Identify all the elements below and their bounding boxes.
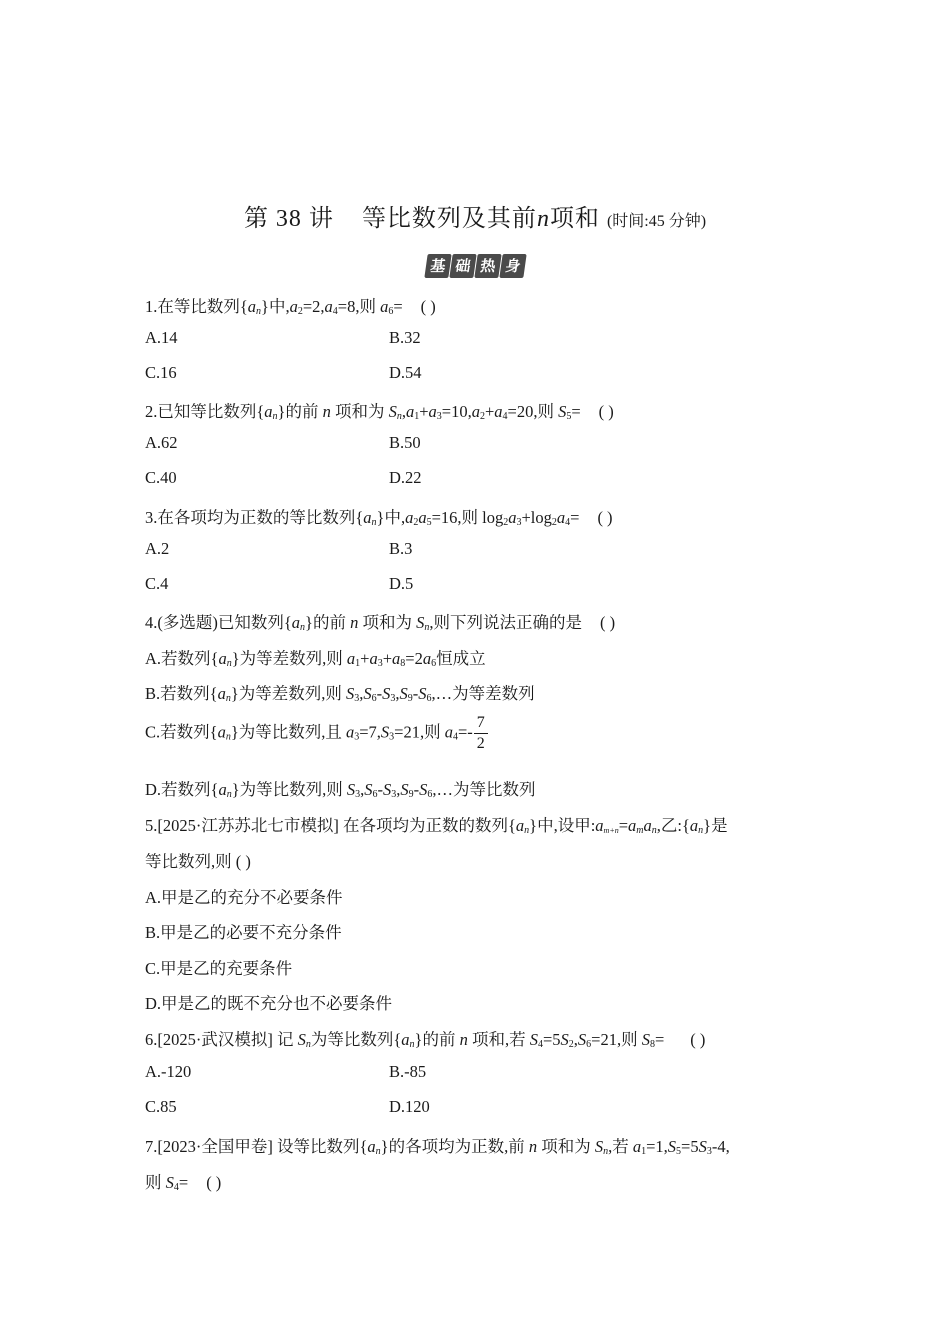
option-text: , <box>396 780 401 799</box>
q-text: }的前 <box>305 613 351 632</box>
q-text: }中, <box>261 297 290 316</box>
badge-char: 热 <box>474 254 501 278</box>
var: S <box>297 1030 306 1049</box>
sub: 3 <box>391 789 397 800</box>
sub: 6 <box>388 306 394 317</box>
q-text: =10, <box>441 402 472 421</box>
sub: 2 <box>413 517 419 528</box>
sub: 9 <box>408 789 414 800</box>
answer-blank: ( ) <box>420 297 436 316</box>
answer-blank: ( ) <box>599 613 616 632</box>
sub: 2 <box>297 306 303 317</box>
var: S <box>388 402 397 421</box>
var: a <box>494 402 503 421</box>
q2-options-row2 <box>145 468 422 488</box>
option-text: - <box>376 684 383 703</box>
question-5-line2 <box>145 848 251 872</box>
sub: 3 <box>516 517 522 528</box>
var: a <box>405 402 415 421</box>
q6-options-row1 <box>145 1062 427 1082</box>
var: S <box>345 684 355 703</box>
var: a <box>418 508 427 527</box>
var: a <box>628 816 637 835</box>
var: S <box>400 780 409 799</box>
q-text: 记 <box>272 1030 298 1049</box>
sub: n <box>698 825 704 836</box>
var: a <box>380 297 389 316</box>
time-note: (时间:45 分钟) <box>606 213 707 230</box>
option-c: C.40 <box>145 468 177 487</box>
sub: n <box>424 622 430 633</box>
q-text: }中,设甲: <box>529 816 596 835</box>
option-text: =21,则 <box>394 722 445 742</box>
sub: n <box>225 693 231 704</box>
sub: n <box>371 517 377 528</box>
question-number: 3. <box>145 508 158 527</box>
option-a: A.62 <box>145 433 178 452</box>
var: a <box>218 649 227 668</box>
q4-option-c <box>145 715 488 752</box>
option-text: - <box>413 780 420 799</box>
q-text: , <box>573 1030 578 1049</box>
var: S <box>382 684 391 703</box>
var: a <box>345 722 355 742</box>
answer-blank: ( ) <box>690 1030 706 1049</box>
sub: 2 <box>568 1039 574 1050</box>
option-a: A.-120 <box>145 1062 192 1081</box>
sub: 5 <box>566 411 572 422</box>
q-text: (多选题)已知数列{ <box>157 613 292 632</box>
var: a <box>428 402 437 421</box>
option-b: B.-85 <box>389 1062 427 1081</box>
question-2: 2.已知等比数列$\{a_n\}$的前 n 项和为 $S_n,a_1+a_3=10,a_2+a_4=20$,则 $S_5=$ ( ) <box>145 402 614 422</box>
var: a <box>264 402 273 421</box>
var: a <box>556 508 566 527</box>
sub: 2 <box>551 517 557 528</box>
var: S <box>558 402 567 421</box>
sub: 4 <box>502 411 508 422</box>
sub: 3 <box>389 731 395 743</box>
q-text: =5 <box>681 1137 699 1156</box>
option-d: D.54 <box>389 363 422 382</box>
option-text: }为等比数列,则 <box>231 780 347 799</box>
option-d: D.120 <box>389 1097 430 1116</box>
q-text: =2, <box>302 297 325 316</box>
q-text: = <box>178 1173 189 1192</box>
badge-char: 身 <box>499 254 526 278</box>
q-text: =20,则 <box>507 402 559 421</box>
q6-options-row2 <box>145 1097 430 1117</box>
q-text: ,则下列说法正确的是 <box>429 613 582 632</box>
q5-option-b <box>145 919 342 943</box>
var: S <box>364 780 373 799</box>
q5-option-c <box>145 955 292 979</box>
q-text: +log <box>521 508 552 527</box>
var: S <box>346 780 356 799</box>
option-d: D.5 <box>389 574 414 593</box>
q4-option-a <box>145 645 486 669</box>
option-text: + <box>382 649 393 668</box>
var: a <box>247 297 257 316</box>
q-text: 在各项均为正数的数列{ <box>338 816 516 835</box>
option-text: 恒成立 <box>436 649 486 668</box>
var: S <box>698 1137 707 1156</box>
var: a <box>324 297 333 316</box>
answer-blank: ( ) <box>598 402 614 421</box>
q-text: -4, <box>711 1137 730 1156</box>
option-text: D.若数列{ <box>145 780 219 799</box>
question-number: 5. <box>145 816 158 835</box>
topic-var: n <box>536 206 550 232</box>
var: a <box>291 613 301 632</box>
q-text: 项和为 <box>358 613 417 632</box>
sub: 8 <box>400 658 406 669</box>
var: S <box>529 1030 538 1049</box>
sub: 3 <box>377 658 383 669</box>
q1-options-row2 <box>145 363 422 383</box>
var: a <box>392 649 401 668</box>
q2-options-row1 <box>145 433 421 453</box>
sub: 6 <box>426 693 432 704</box>
q-text: 则 <box>145 1173 166 1192</box>
option-text: }为等比数列,且 <box>230 722 346 742</box>
option-text: , <box>395 684 400 703</box>
var: a <box>632 1137 642 1156</box>
question-number: 2. <box>145 402 158 421</box>
question-source: [2025·武汉模拟] <box>157 1030 273 1049</box>
q-text: =16,则 log <box>431 508 504 527</box>
sub: 1 <box>355 658 361 669</box>
var: a <box>515 816 525 835</box>
option-text: , <box>360 780 365 799</box>
option-b: B.50 <box>389 433 421 452</box>
option-text: ,…为等比数列 <box>432 780 536 799</box>
sub: n <box>272 411 278 422</box>
section-badge <box>426 254 525 278</box>
option-text: ,…为等差数列 <box>431 684 535 703</box>
question-number: 6. <box>145 1030 158 1049</box>
q-text: = <box>571 402 581 421</box>
q-text: , <box>401 402 406 421</box>
q-text: 项和为 <box>537 1137 595 1156</box>
var: a <box>369 649 378 668</box>
var: n <box>459 1030 468 1049</box>
topic-text-2: 项和 <box>549 206 600 232</box>
sub: 3 <box>390 693 396 704</box>
option-text: C.若数列{ <box>145 722 218 742</box>
sub: 1 <box>641 1146 647 1157</box>
q-text: 为等比数列{ <box>310 1030 402 1049</box>
q-text: 已知等比数列{ <box>157 402 265 421</box>
question-source: [2023·全国甲卷] <box>157 1137 273 1156</box>
var: S <box>560 1030 569 1049</box>
sub: 6 <box>372 789 378 800</box>
var: a <box>595 816 604 835</box>
sub: 2 <box>479 411 485 422</box>
sub: 5 <box>676 1146 682 1157</box>
var: a <box>422 649 432 668</box>
option-text: =7, <box>359 722 381 742</box>
q1-options-row1 <box>145 328 421 348</box>
q5-option-d <box>145 990 392 1014</box>
q-text: 项和,若 <box>467 1030 530 1049</box>
var: a <box>444 722 453 742</box>
question-5 <box>145 812 728 836</box>
var: S <box>641 1030 650 1049</box>
option-c: C.4 <box>145 574 169 593</box>
sub: n <box>651 825 657 836</box>
q-text: 在等比数列{ <box>157 297 248 316</box>
sub: n <box>226 789 232 800</box>
sub: 5 <box>426 517 432 528</box>
q-text: }的前 <box>414 1030 460 1049</box>
option-a: A.甲是乙的充分不必要条件 <box>145 888 343 907</box>
var: a <box>689 816 699 835</box>
q-text: =5 <box>542 1030 561 1049</box>
sub: 4 <box>452 731 458 743</box>
var: a <box>508 508 517 527</box>
var: a <box>289 297 298 316</box>
sub: 3 <box>355 789 361 800</box>
question-number: 1. <box>145 297 158 316</box>
sub: 4 <box>332 306 338 317</box>
question-number: 4. <box>145 613 158 632</box>
question-7-line2 <box>145 1169 221 1193</box>
question-number: 7. <box>145 1137 158 1156</box>
option-text: - <box>377 780 384 799</box>
var: S <box>418 684 427 703</box>
badge-char: 基 <box>424 254 451 278</box>
q-text: =1, <box>646 1137 668 1156</box>
var: a <box>367 1137 376 1156</box>
var: n <box>528 1137 538 1156</box>
var: a <box>401 1030 410 1049</box>
option-text: }为等差数列,则 <box>230 684 346 703</box>
sub: m <box>636 825 644 836</box>
q-text: =8,则 <box>337 297 381 316</box>
var: S <box>399 684 408 703</box>
var: S <box>416 613 425 632</box>
option-a: A.2 <box>145 539 170 558</box>
var: S <box>383 780 392 799</box>
badge-char: 础 <box>449 254 476 278</box>
sub: n <box>305 1039 311 1050</box>
option-b: B.32 <box>389 328 421 347</box>
var: a <box>643 816 652 835</box>
var: a <box>363 508 372 527</box>
q-text: ,乙:{ <box>656 816 690 835</box>
q4-option-b <box>145 680 535 704</box>
q-text: 设等比数列{ <box>272 1137 368 1156</box>
sub: 3 <box>436 411 442 422</box>
q4-option-d <box>145 776 536 800</box>
option-text: , <box>359 684 364 703</box>
option-text: - <box>412 684 419 703</box>
sub: n <box>300 622 306 633</box>
var: S <box>363 684 372 703</box>
var: a <box>218 780 227 799</box>
sub: n <box>225 731 231 743</box>
sub: 3 <box>354 731 360 743</box>
sub: n <box>524 825 530 836</box>
sub: 3 <box>706 1146 712 1157</box>
q-text: }是 <box>703 816 728 835</box>
question-4 <box>145 609 615 633</box>
question-1 <box>145 293 436 317</box>
var: a <box>217 722 226 742</box>
var: a <box>217 684 226 703</box>
sub: 6 <box>427 789 433 800</box>
var: a <box>405 508 414 527</box>
sub: 9 <box>407 693 413 704</box>
sub: 4 <box>173 1182 179 1193</box>
sub: n <box>603 1146 609 1157</box>
option-c: C.85 <box>145 1097 177 1116</box>
topic-text: 等比数列及其前 <box>361 206 537 232</box>
q-text: 在各项均为正数的等比数列{ <box>157 508 364 527</box>
q-text: 项和为 <box>330 402 389 421</box>
q5-option-a <box>145 884 343 908</box>
sub: n <box>256 306 262 317</box>
question-6 <box>145 1026 705 1050</box>
fraction-numerator: 7 <box>474 715 488 734</box>
q-text: = <box>570 508 580 527</box>
option-a: A.14 <box>145 328 178 347</box>
option-text: A.若数列{ <box>145 649 219 668</box>
q-text: = <box>618 816 629 835</box>
var: S <box>577 1030 587 1049</box>
q-text: }中, <box>376 508 406 527</box>
sub: 4 <box>537 1039 543 1050</box>
sub: 1 <box>414 411 420 422</box>
var: S <box>165 1173 174 1192</box>
sub: 6 <box>586 1039 592 1050</box>
var: a <box>346 649 356 668</box>
option-c: C.16 <box>145 363 177 382</box>
var: S <box>667 1137 677 1156</box>
q3-options-row1 <box>145 539 413 559</box>
sub: n <box>396 411 402 422</box>
option-d: D.甲是乙的既不充分也不必要条件 <box>145 994 393 1013</box>
var: S <box>419 780 428 799</box>
answer-blank: ( ) <box>597 508 613 527</box>
q-text: =21,则 <box>591 1030 642 1049</box>
fraction <box>474 715 488 752</box>
q-text: }的前 <box>277 402 323 421</box>
var: S <box>594 1137 604 1156</box>
option-text: =2 <box>405 649 423 668</box>
var: S <box>380 722 390 742</box>
option-c: C.甲是乙的充要条件 <box>145 959 293 978</box>
sub: 4 <box>565 517 571 528</box>
sub: 6 <box>431 658 437 669</box>
option-text: B.若数列{ <box>145 684 218 703</box>
sub: 2 <box>503 517 509 528</box>
question-7 <box>145 1133 730 1157</box>
sub: 8 <box>649 1039 655 1050</box>
fraction-denominator: 2 <box>476 735 485 752</box>
q-text: }的各项均为正数,前 <box>380 1137 529 1156</box>
var: n <box>350 613 359 632</box>
sub: n <box>226 658 232 669</box>
answer-blank: ( ) <box>206 1173 222 1192</box>
q-text: ,若 <box>608 1137 633 1156</box>
page-title <box>0 198 950 233</box>
option-text: + <box>360 649 370 668</box>
q-text: 等比数列,则 ( ) <box>145 852 251 871</box>
var: a <box>471 402 480 421</box>
q3-options-row2 <box>145 574 414 594</box>
sub: n <box>409 1039 415 1050</box>
lecture-number: 第 38 讲 <box>243 206 334 232</box>
option-b: B.3 <box>389 539 413 558</box>
question-3 <box>145 504 613 528</box>
var: n <box>322 402 331 421</box>
q-text: = <box>654 1030 665 1049</box>
sub: 6 <box>371 693 377 704</box>
option-text: =- <box>457 722 473 742</box>
sub: 3 <box>354 693 360 704</box>
q-text: = <box>393 297 403 316</box>
option-d: D.22 <box>389 468 422 487</box>
question-source: [2025·江苏苏北七市模拟] <box>157 816 339 835</box>
sub: m+n <box>603 826 619 835</box>
sub: n <box>375 1146 381 1157</box>
option-text: }为等差数列,则 <box>231 649 347 668</box>
option-b: B.甲是乙的必要不充分条件 <box>145 923 342 942</box>
